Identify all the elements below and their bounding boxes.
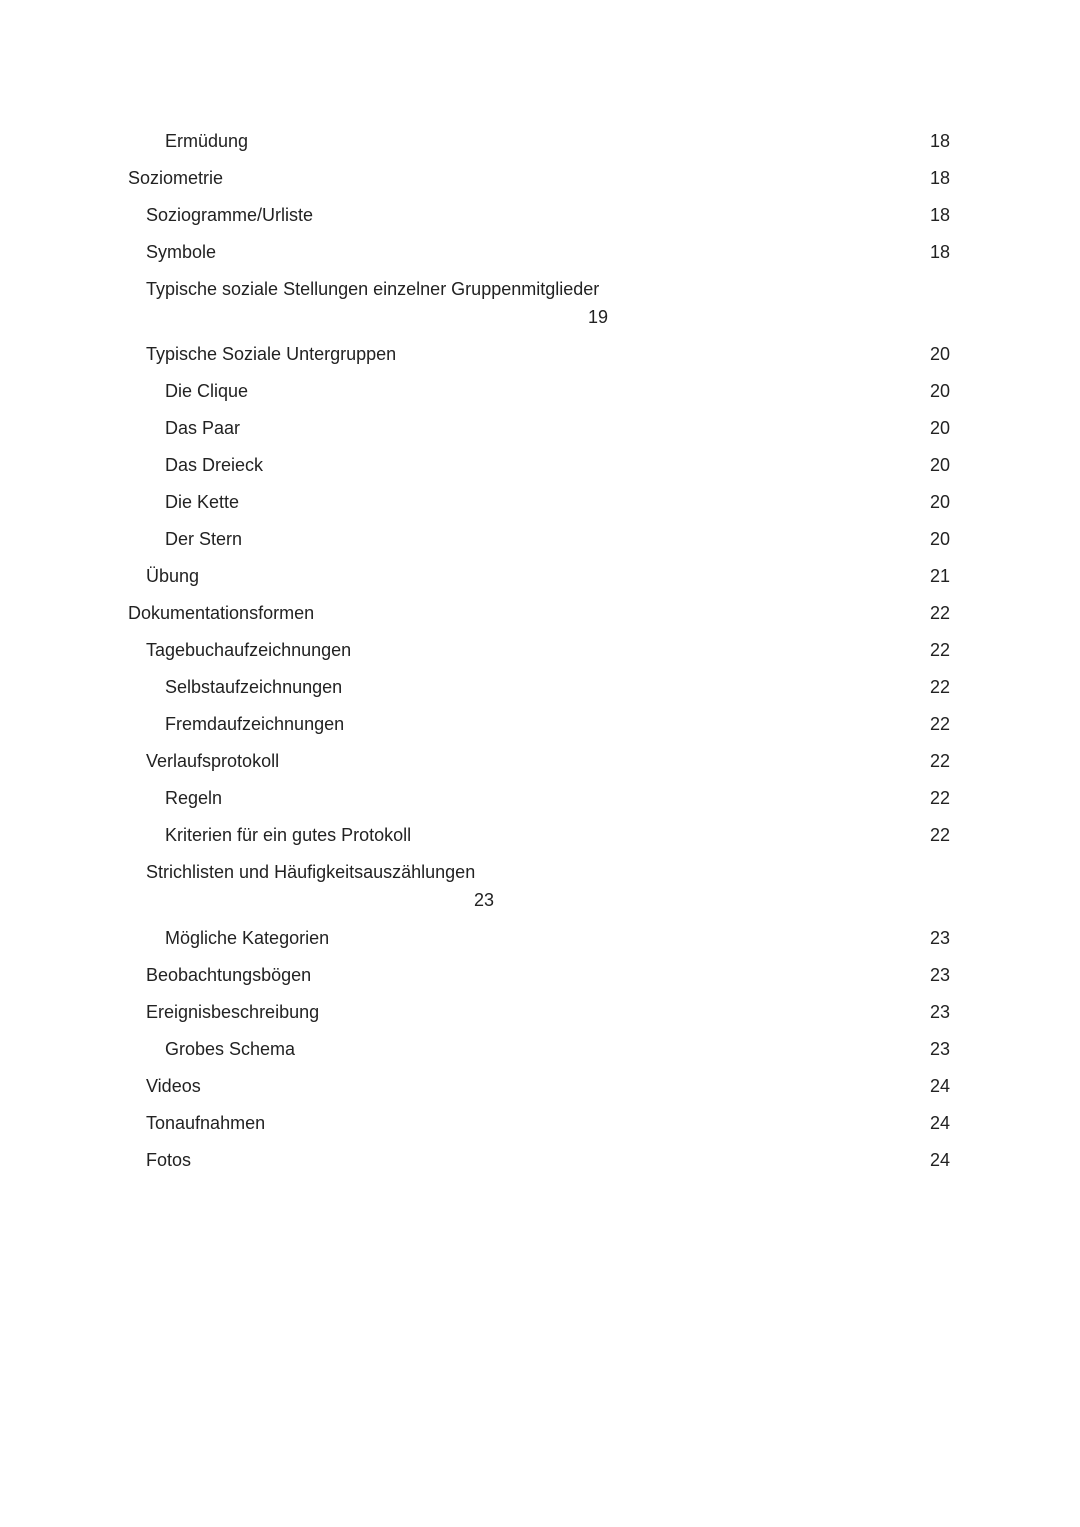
toc-entry[interactable] xyxy=(0,413,1080,443)
toc-entry[interactable] xyxy=(0,672,1080,702)
toc-entry-page: 22 xyxy=(929,603,950,623)
toc-entry-title: Grobes Schema xyxy=(165,1039,296,1059)
toc-entry-title: Regeln xyxy=(165,788,223,808)
toc-entry[interactable] xyxy=(0,1108,1080,1138)
toc-entry-page: 24 xyxy=(929,1113,950,1133)
toc-entry[interactable] xyxy=(0,746,1080,776)
toc-entry[interactable] xyxy=(0,487,1080,517)
toc-entry[interactable] xyxy=(0,598,1080,628)
toc-entry-title: Fremdaufzeichnungen xyxy=(165,714,345,734)
toc-entry-page: 22 xyxy=(929,640,950,660)
toc-entry-title: Symbole xyxy=(146,242,217,262)
toc-entry-title: Selbstaufzeichnungen xyxy=(165,677,343,697)
toc-entry[interactable] xyxy=(0,1145,1080,1175)
toc-entry-page: 20 xyxy=(929,529,950,549)
toc-entry-page: 24 xyxy=(929,1076,950,1096)
toc-entry-title: Kriterien für ein gutes Protokoll xyxy=(165,825,412,845)
toc-entry-title: Das Dreieck xyxy=(165,455,264,475)
toc-entry-page: 20 xyxy=(929,492,950,512)
toc-entry-title: Videos xyxy=(146,1076,201,1096)
toc-entry-page: 20 xyxy=(929,455,950,475)
toc-entry[interactable] xyxy=(0,635,1080,665)
toc-entry-page: 19 xyxy=(588,307,609,327)
toc-entry-page: 20 xyxy=(929,344,950,364)
toc-entry-title: Der Stern xyxy=(165,529,243,549)
toc-entry[interactable] xyxy=(0,237,1080,267)
toc-entry-title: Strichlisten und Häufigkeitsauszählungen xyxy=(146,862,476,882)
toc-entry-title: Die Kette xyxy=(165,492,240,512)
toc-entry[interactable] xyxy=(0,376,1080,406)
toc-entry-page: 23 xyxy=(929,1002,950,1022)
toc-entry-title: Die Clique xyxy=(165,381,249,401)
toc-entry[interactable] xyxy=(0,997,1080,1027)
toc-entry-title: Typische Soziale Untergruppen xyxy=(146,344,397,364)
toc-entry-title: Mögliche Kategorien xyxy=(165,928,330,948)
toc-entry-page: 22 xyxy=(929,677,950,697)
toc-entry[interactable] xyxy=(0,561,1080,591)
toc-entry[interactable] xyxy=(0,274,1080,334)
toc-entry-page: 24 xyxy=(929,1150,950,1170)
toc-entry-title: Ermüdung xyxy=(165,131,249,151)
toc-entry-title: Übung xyxy=(146,566,200,586)
toc-entry-page: 23 xyxy=(929,965,950,985)
toc-entry-page: 23 xyxy=(929,928,950,948)
toc-entry-page: 20 xyxy=(929,381,950,401)
toc-entry-page: 22 xyxy=(929,751,950,771)
toc-entry-page: 22 xyxy=(929,788,950,808)
toc-entry-title: Tagebuchaufzeichnungen xyxy=(146,640,352,660)
toc-entry[interactable] xyxy=(0,126,1080,156)
toc-entry-page: 22 xyxy=(929,714,950,734)
toc-entry-page: 20 xyxy=(929,418,950,438)
toc-entry[interactable] xyxy=(0,820,1080,850)
toc-entry[interactable] xyxy=(0,339,1080,369)
toc-entry-title: Soziogramme/Urliste xyxy=(146,205,314,225)
toc-entry[interactable] xyxy=(0,1071,1080,1101)
toc-entry-page: 18 xyxy=(929,131,950,151)
toc-entry[interactable] xyxy=(0,857,1080,917)
toc-entry-title: Soziometrie xyxy=(128,168,224,188)
toc-entry-title: Fotos xyxy=(146,1150,192,1170)
toc-entry-page: 18 xyxy=(929,205,950,225)
toc-entry[interactable] xyxy=(0,200,1080,230)
toc-entry-title: Verlaufsprotokoll xyxy=(146,751,280,771)
toc-entry[interactable] xyxy=(0,450,1080,480)
toc-entry-title: Dokumentationsformen xyxy=(128,603,315,623)
toc-entry[interactable] xyxy=(0,524,1080,554)
toc-entry[interactable] xyxy=(0,709,1080,739)
toc-entry[interactable] xyxy=(0,783,1080,813)
toc-entry-title: Tonaufnahmen xyxy=(146,1113,266,1133)
toc-entry-title: Ereignisbeschreibung xyxy=(146,1002,320,1022)
toc-entry-title: Beobachtungsbögen xyxy=(146,965,312,985)
toc-entry[interactable] xyxy=(0,1034,1080,1064)
toc-entry-page: 23 xyxy=(929,1039,950,1059)
toc-entry-page: 21 xyxy=(929,566,950,586)
toc-entry-page: 18 xyxy=(929,168,950,188)
toc-entry-page: 18 xyxy=(929,242,950,262)
toc-entry-page: 22 xyxy=(929,825,950,845)
toc-entry-title: Typische soziale Stellungen einzelner Gruppenmitglieder xyxy=(146,279,600,299)
toc-entry-page: 23 xyxy=(474,890,495,910)
toc-entry[interactable] xyxy=(0,163,1080,193)
toc-entry-title: Das Paar xyxy=(165,418,241,438)
toc-entry[interactable] xyxy=(0,960,1080,990)
toc-entry[interactable] xyxy=(0,923,1080,953)
